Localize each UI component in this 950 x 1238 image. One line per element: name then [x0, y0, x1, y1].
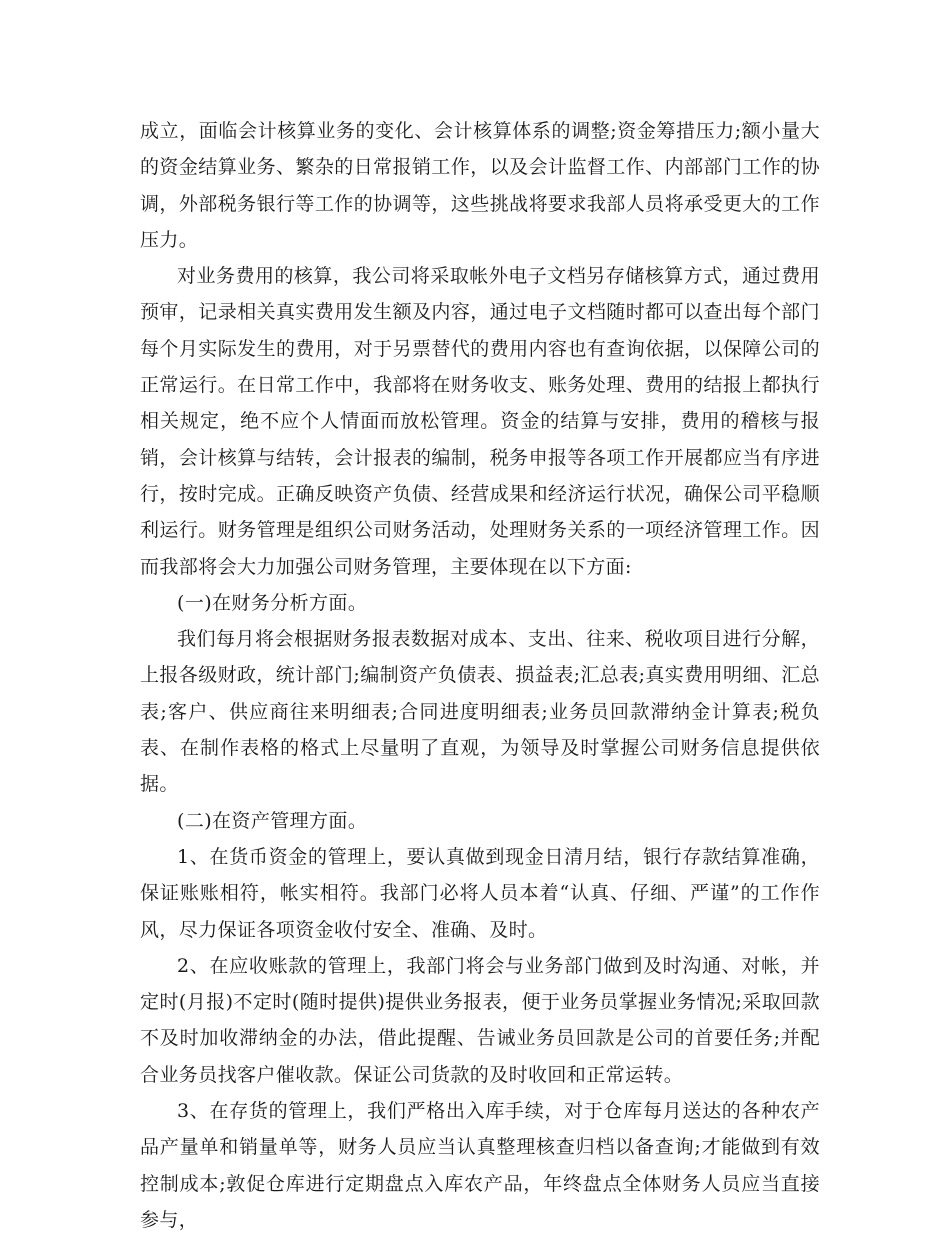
- paragraph: 3、在存货的管理上，我们严格出入库手续，对于仓库每月送达的各种农产品产量单和销量单等，财务人员应当认真整理核查归档以备查询;才能做到有效控制成本;敦促仓库进行定期盘点入库农产品，年终盘点全体财务人员应当直接参与，: [140, 1100, 820, 1231]
- paragraph: 成立，面临会计核算业务的变化、会计核算体系的调整;资金筹措压力;额小量大的资金结算业务、繁杂的日常报销工作，以及会计监督工作、内部部门工作的协调，外部税务银行等工作的协调等，这些挑战将要求我部人员将承受更大的工作压力。: [140, 120, 820, 251]
- section-heading: (二)在资产管理方面。: [177, 809, 368, 832]
- section-heading: (一)在财务分析方面。: [177, 591, 368, 614]
- paragraph: 1、在货币资金的管理上，要认真做到现金日清月结，银行存款结算准确，保证账账相符，帐实相符。我部门必将人员本着“认真、仔细、严谨”的工作作风，尽力保证各项资金收付安全、准确、及时。: [140, 845, 820, 941]
- paragraph: 2、在应收账款的管理上，我部门将会与业务部门做到及时沟通、对帐，并定时(月报)不定时(随时提供)提供业务报表，便于业务员掌握业务情况;采取回款不及时加收滞纳金的办法，借此提醒、告诫业务员回款是公司的首要任务;并配合业务员找客户催收款。保证公司货款的及时收回和正常运转。: [140, 954, 820, 1086]
- document-body: [140, 113, 820, 1238]
- paragraph: 我们每月将会根据财务报表数据对成本、支出、往来、税收项目进行分解，上报各级财政，统计部门;编制资产负债表、损益表;汇总表;真实费用明细、汇总表;客户、供应商往来明细表;合同进度明细表;业务员回款滞纳金计算表;税负表、在制作表格的格式上尽量明了直观，为领导及时掌握公司财务信息提供依据。: [140, 628, 821, 796]
- paragraph: 对业务费用的核算，我公司将采取帐外电子文档另存储核算方式，通过费用预审，记录相关真实费用发生额及内容，通过电子文档随时都可以查出每个部门每个月实际发生的费用，对于另票替代的费用内容也有查询依据，以保障公司的正常运行。在日常工作中，我部将在财务收支、账务处理、费用的结报上都执行相关规定，绝不应个人情面而放松管理。资金的结算与安排，费用的稽核与报销，会计核算与结转，会计报表的编制，税务申报等各项工作开展都应当有序进行，按时完成。正确反映资产负债、经营成果和经济运行状况，确保公司平稳顺利运行。财务管理是组织公司财务活动，处理财务关系的一项经济管理工作。因而我部将会大力加强公司财务管理，主要体现在以下方面:: [140, 265, 820, 578]
